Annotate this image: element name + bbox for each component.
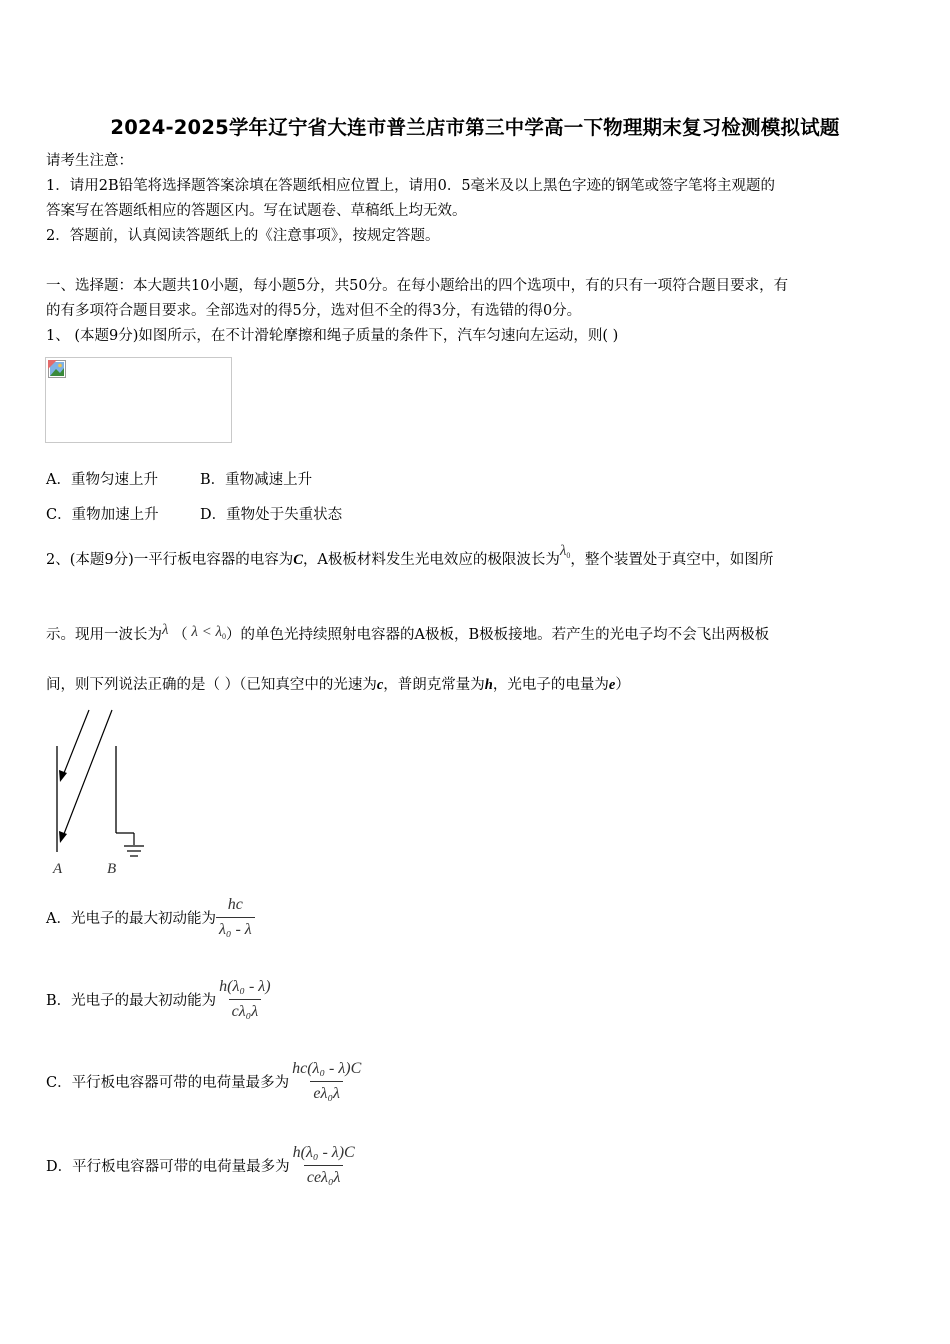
question-2-stem-line-3: 间，则下列说法正确的是（ ）（已知真空中的光速为c，普朗克常量为h，光电子的电量为e） xyxy=(46,677,630,693)
capacitor-diagram xyxy=(40,700,160,880)
notice-item-1-cont: 答案写在答题纸相应的答题区内。写在试题卷、草稿纸上均无效。 xyxy=(46,203,467,219)
lambda-0-symbol: $\lambda_0$ xyxy=(559,543,571,560)
fraction: $\frac{\text{hc(λ₀ - λ)C}}{\text{eλ₀λ}}$ xyxy=(292,1060,362,1102)
question-1-option-c: C．重物加速上升 xyxy=(46,507,159,523)
question-1-option-d: D．重物处于失重状态 xyxy=(200,507,343,523)
section-heading: 一、选择题：本大题共10小题，每小题5分，共50分。在每小题给出的四个选项中，有的只有一项符合题目要求，有 xyxy=(46,278,789,294)
plate-b-label: B xyxy=(107,861,117,877)
notice-heading: 请考生注意： xyxy=(46,153,133,169)
light-ray-1 xyxy=(62,710,89,778)
fraction: $\frac{\text{h(λ₀ - λ)C}}{\text{ceλ₀λ}}$ xyxy=(292,1144,355,1186)
question-1-option-b: B．重物减速上升 xyxy=(200,472,313,488)
section-heading-cont: 的有多项符合题目要求。全部选对的得5分，选对但不全的得3分，有选错的得0分。 xyxy=(46,303,582,319)
fraction: $\frac{\text{h(λ₀ - λ)}}{\text{cλ₀λ}}$ xyxy=(219,978,271,1020)
question-2-stem-line-1: 2、(本题9分)一平行板电容器的电容为C，A极板材料发生光电效应的极限波长为$\lambda_0$，整个装置处于真空中，如图所 xyxy=(46,543,774,568)
plate-a-label: A xyxy=(53,861,63,877)
question-1-figure-placeholder xyxy=(45,357,232,443)
broken-image-icon xyxy=(48,360,66,378)
page-title: 2024-2025学年辽宁省大连市普兰店市第三中学高一下物理期末复习检测模拟试题 xyxy=(110,116,840,139)
question-1-stem: 1、 (本题9分)如图所示，在不计滑轮摩擦和绳子质量的条件下，汽车匀速向左运动，则( ) xyxy=(46,328,619,344)
notice-item-1: 1．请用2B铅笔将选择题答案涂填在答题纸相应位置上，请用0．5毫米及以上黑色字迹的钢笔或签字笔将主观题的 xyxy=(46,178,776,194)
light-ray-2 xyxy=(62,710,112,839)
notice-item-2: 2．答题前，认真阅读答题纸上的《注意事项》，按规定答题。 xyxy=(46,228,440,244)
question-2-option-a: A．光电子的最大初动能为 $\frac{hc}{\text{λ₀ - λ}}$ xyxy=(46,896,255,939)
question-2-option-b: B．光电子的最大初动能为 $\frac{\text{h(λ₀ - λ)}}{\text{cλ₀λ}}$ xyxy=(46,978,274,1021)
question-2-option-d: D．平行板电容器可带的电荷量最多为 $\frac{\text{h(λ₀ - λ)C}}{\text{ceλ₀λ}}$ xyxy=(46,1144,358,1187)
question-2-option-c: C．平行板电容器可带的电荷量最多为 $\frac{\text{hc(λ₀ - λ)C}}{\text{eλ₀λ}}$ xyxy=(46,1060,364,1103)
fraction: $\frac{hc}{\text{λ₀ - λ}}$ xyxy=(216,896,255,939)
question-1-option-a: A．重物匀速上升 xyxy=(46,472,158,488)
question-2-stem-line-2: 示。现用一波长为λ （ $\lambda < \lambda_0$）的单色光持续照射电容器的A极板，B极板接地。若产生的光电子均不会飞出两极板 xyxy=(46,622,770,643)
